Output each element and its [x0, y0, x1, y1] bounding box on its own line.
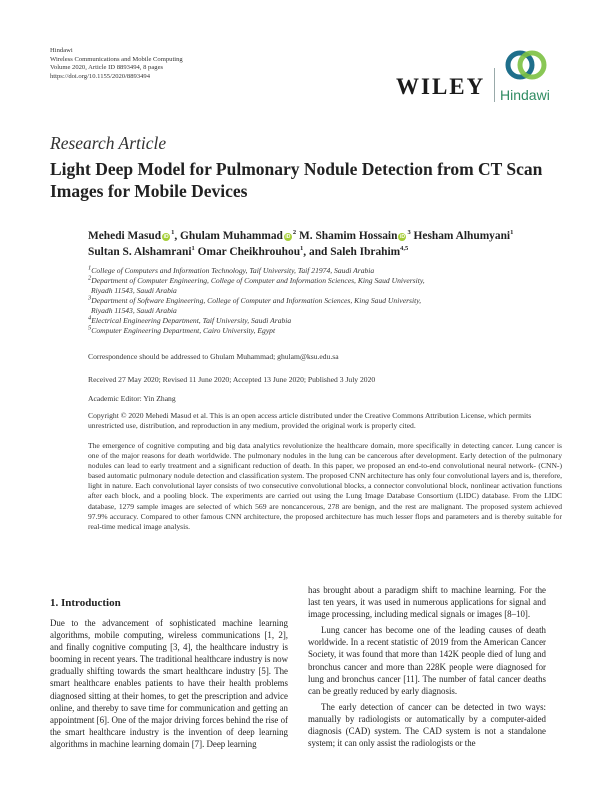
affiliation-text: Department of Software Engineering, College of Computer and Information Sciences, King Saud University,	[91, 296, 422, 305]
affiliation-sup: 1	[88, 264, 92, 272]
hindawi-logo-icon	[504, 48, 548, 86]
affiliation-sup: 5	[88, 324, 92, 332]
volume-info: Volume 2020, Article ID 8893494, 8 pages	[50, 64, 164, 72]
hindawi-wordmark: Hindawi	[500, 87, 550, 103]
affiliation-continued: Riyadh 11543, Saudi Arabia	[91, 286, 177, 295]
author-name: Sultan S. Alshamrani	[88, 246, 192, 258]
article-type: Research Article	[50, 133, 167, 153]
author-name: Omar Cheikhrouhou	[197, 246, 301, 258]
affiliation	[88, 326, 558, 336]
copyright-notice: Copyright © 2020 Mehedi Masud et al. This is an open access article distributed under the Creative Commons Attribution License, which permits unrestricted use, distribution, and reproduction in any medium, provided the original work is properly cited.	[88, 411, 532, 430]
affiliations	[88, 266, 558, 336]
affiliation-text: College of Computers and Information Technology, Taif University, Taif 21974, Saudi Arabia	[91, 266, 375, 275]
journal-meta	[50, 47, 183, 81]
affiliation-text: Electrical Engineering Department, Taif University, Saudi Arabia	[91, 316, 292, 325]
author-name: Ghulam Muhammad	[180, 230, 283, 242]
correspondence: Correspondence should be addressed to Ghulam Muhammad; ghulam@ksu.edu.sa	[88, 352, 339, 361]
intro-right-column	[308, 584, 546, 749]
affiliation	[88, 296, 558, 306]
orcid-icon[interactable]: iD	[163, 234, 169, 240]
affiliation-continued: Riyadh 11543, Saudi Arabia	[91, 306, 177, 315]
intro-left-column	[50, 617, 288, 750]
intro-paragraph: The early detection of cancer can be detected in two ways: manually by radiologists or automatically by a computer-aided diagnosis (CAD) system. The CAD system is not a standalone system; it can only assist the radiologists or the	[308, 701, 546, 749]
academic-editor: Academic Editor: Yin Zhang	[88, 394, 176, 403]
affiliation-text: Department of Computer Engineering, College of Computer and Information Sciences, King Saud University,	[91, 276, 425, 285]
section-heading: 1. Introduction	[50, 597, 121, 609]
intro-paragraph: Due to the advancement of sophisticated machine learning algorithms, mobile computing, wireless communications [1, 2], and finally cognitive computing [3, 4], the healthcare industry is booming in recent years. The traditional healthcare industry is now gradually shifting towards the smart healthcare industry [5]. The smart healthcare enables patients to have their health problems diagnosed sitting at their homes, to get the prescription and advice online, and thereby to save time for communication and getting an appointment [6]. One of the major driving forces behind the rise of the smart healthcare industry is the invention of deep learning algorithms in machine learning domain [7]. Deep learning	[50, 618, 288, 749]
doi-link[interactable]: https://doi.org/10.1155/2020/8893494	[50, 72, 151, 80]
article-title: Light Deep Model for Pulmonary Nodule Detection from CT Scan Images for Mobile Devices	[50, 159, 543, 201]
orcid-icon[interactable]: iD	[399, 234, 405, 240]
author-name: Mehedi Masud	[88, 230, 162, 242]
author-sup: 3	[407, 229, 411, 237]
intro-paragraph: has brought about a paradigm shift to machine learning. For the last ten years, it was used in numerous applications for signal and image processing, including medical signals or images [8–10].	[308, 585, 546, 620]
orcid-icon[interactable]: iD	[285, 234, 291, 240]
abstract: The emergence of cognitive computing and big data analytics revolutionize the healthcare domain, more specifically in detecting cancer. Lung cancer is one of the major reasons for death worldwide. The pulmonary nodules in the lung can be cancerous after development. Early detection of the pulmonary nodules can lead to early treatment and a significant reduction of death. In this paper, we proposed an end-to-end convolutional neural network- (CNN-) based automatic pulmonary nodule detection and classification system. The proposed CNN architecture has only four convolutional layers and is, therefore, light in nature. Each convolutional layer consists of two consecutive convolutional blocks, a connector convolutional block, nonlinear activation functions after each block, and a pooling block. The experiments are carried out using the Lung Image Database Consortium (LIDC) database. From the LIDC database, 1279 sample images are selected of which 569 are noncancerous, 278 are benign, and the rest are malignant. The proposed system achieved 97.9% accuracy. Compared to other famous CNN architecture, the proposed architecture has much lesser flops and parameters and is thereby suitable for real-time medical image analysis.	[88, 441, 562, 531]
affiliation-text: Computer Engineering Department, Cairo University, Egypt	[91, 326, 276, 335]
journal-name: Wireless Communications and Mobile Computing	[50, 55, 183, 63]
affiliation	[88, 266, 558, 276]
author-sup: 1	[510, 229, 514, 237]
affiliation	[88, 276, 558, 286]
author-sup: 4,5	[400, 245, 409, 253]
author-name: Hesham Alhumyani	[413, 230, 511, 242]
author-sup: 1	[300, 245, 304, 253]
publisher-brand	[396, 48, 552, 104]
brand-divider	[494, 68, 495, 102]
affiliation-sup: 2	[88, 274, 92, 282]
intro-paragraph: Lung cancer has become one of the leading causes of death worldwide. In a recent statistic of 2019 from the American Cancer Society, it was found that more than 142K people died of lung and bronchus cancer and more than 228K people were diagnosed for lung and bronchus cancer [11]. The number of fatal cancer deaths can be greatly reduced by early diagnosis.	[308, 625, 546, 696]
author-list: Mehedi Masud $iD^1$, Ghulam Muhammad $iD^2$ M. Shamim Hossain $iD^3$ Hesham Alhumyani$^1$ Sultan S. Alshamrani$^1$ Omar Cheikhrouhou$^1$, and Saleh Ibrahim$^{4,5}$	[88, 229, 514, 258]
publication-dates: Received 27 May 2020; Revised 11 June 2020; Accepted 13 June 2020; Published 3 July 2020	[88, 375, 376, 384]
affiliation	[88, 316, 558, 326]
author-sup: 1	[171, 229, 175, 237]
author-name: Saleh Ibrahim	[330, 246, 401, 258]
author-sup: 2	[292, 229, 297, 237]
affiliation-sup: 3	[88, 294, 92, 302]
wiley-logo: WILEY	[396, 74, 486, 99]
publisher-name: Hindawi	[50, 47, 73, 54]
author-sup: 1	[191, 245, 195, 253]
affiliation-sup: 4	[88, 314, 92, 322]
author-name: M. Shamim Hossain	[299, 230, 398, 242]
